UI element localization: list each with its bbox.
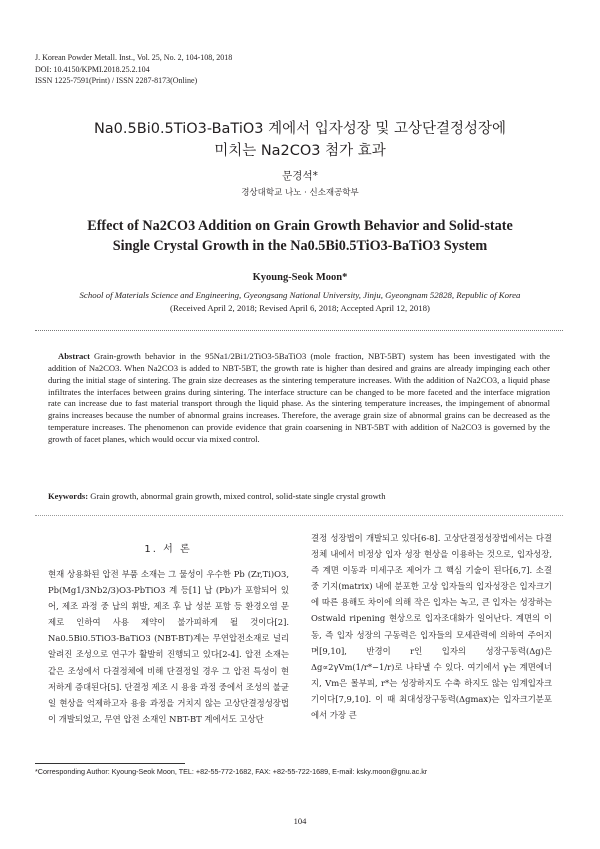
divider-2 xyxy=(35,515,563,516)
korean-author: 문경석* xyxy=(282,170,318,182)
footnote xyxy=(35,767,427,776)
keywords xyxy=(48,491,550,502)
issn: ISSN 1225-7591(Print) / ISSN 2287-8173(Online) xyxy=(35,76,198,85)
korean-affiliation: 경상대학교 나노 · 신소재공학부 xyxy=(241,188,359,198)
english-title-line2: Single Crystal Growth in the Na0.5Bi0.5TiO3-BaTiO3 System xyxy=(112,238,488,254)
keywords-label: Keywords: xyxy=(48,491,89,501)
abstract xyxy=(48,351,550,446)
korean-title-line1: Na0.5Bi0.5TiO3-BaTiO3 계에서 입자성장 및 고상단결정성장에 xyxy=(93,121,507,137)
received-dates: (Received April 2, 2018; Revised April 6, 2018; Accepted April 12, 2018) xyxy=(170,303,430,313)
footnote-label: *Corresponding Author: xyxy=(35,767,110,776)
english-affiliation: School of Materials Science and Engineering, Gyeongsang National University, Jinju, Gyeongnam 52828, Republic of Korea xyxy=(79,290,521,300)
body-column-right: 결정 성장법이 개발되고 있다[6-8]. 고상단결정성장법에서는 다결정체 내에서 비정상 입자 성장 현상을 이용하는 것으로, 입자성장, 즉 계면 이동과 미세구조 제어가 그 핵심 기술이 된다[6,7]. 소결 중 기지(matrix) 내에 분포한 고상 입자들의 입자성장은 입자크기에 따른 용해도 차이에 의해 작은 입자는 녹고, 큰 입자는 성장하는 Ostwald ripening 현상으로 입자조대화가 일어난다. 계면의 이동, 즉 입자 성장의 구동력은 입자들의 모세관력에 의하여 주어지며[9,10], 반경이 r인 입자의 성장구동력(Δg)은 Δg∝2γVm(1/r*−1/r)로 나타낼 수 있다. 여기에서 γ는 계면에너지, Vm은 몰부피, r*는 성장하지도 수축 하지도 않는 임계입자크기이다[7,9,10]. 이 때 최대성장구동력(Δgmax)는 입자크기분포에서 가장 큰 xyxy=(311,533,552,721)
keywords-text: Grain growth, abnormal grain growth, mixed control, solid-state single crystal growth xyxy=(90,491,386,501)
body-column-left: 현재 상용화된 압전 부품 소재는 그 물성이 우수한 Pb (Zr,Ti)O3, Pb(Mg1/3Nb2/3)O3-PbTiO3 계 등[1] 납 (Pb)가 포함되어 있어, 제조 과정 중 납의 휘발, 제조 후 납 성분 포함 등 환경오염 문제로 인하여 사용 제약이 불가피하게 될 것이다[2]. Na0.5Bi0.5TiO3-BaTiO3 (NBT-BT)계는 무연압전소재로 널리 알려진 조성으로 연구가 활발히 진행되고 있다[2-4]. 압전 소재는 같은 조성에서 다결정체에 비해 단결정일 경우 그 압전 특성이 현저하게 증대된다[5]. 단결정 제조 시 용융 과정 중에서 조성의 불균일 현상을 억제하고자 용융 과정을 거치지 않는 고상단결정성장법이 개발되었고, 무연 압전 소재인 NBT-BT 계에서도 고상단 xyxy=(48,569,289,724)
abstract-text: Grain-growth behavior in the 95Na1/2Bi1/2TiO3-5BaTiO3 (mole fraction, NBT-5BT) system has been investigated with the addition of Na2CO3. When Na2CO3 is added to NBT-5BT, the growth rate is higher than desired and grains are already impinging each other during the initial stage of sintering. The grain size decreases as the sintering temperature increases. With the addition of Na2CO3, a liquid phase infiltrates the interfaces between grains during sintering. The interface structure can be changed to be more faceted and the interface migration rate can increase due to fast material transport through the liquid phase. As the sintering temperature increases, the impingement of abnormal grains increases because the number of abnormal grains increases. Therefore, the average grain size of abnormal grains can be decreased as the temperature increases. The phenomenon can provide evidence that grain coarsening in NBT-5BT with addition of Na2CO3 is governed by the growth of facet planes, which would occur via mixed control. xyxy=(48,351,550,444)
footnote-text: Kyoung-Seok Moon, TEL: +82-55-772-1682, FAX: +82-55-722-1689, E-mail: ksky.moon@gnu.ac.kr xyxy=(111,767,428,776)
english-author: Kyoung-Seok Moon* xyxy=(252,272,348,283)
korean-title xyxy=(0,118,600,162)
section-heading: 1. 서 론 xyxy=(144,544,192,555)
abstract-label: Abstract xyxy=(58,351,90,361)
doi: DOI: 10.4150/KPMI.2018.25.2.104 xyxy=(35,64,150,74)
english-title xyxy=(0,216,600,256)
journal-header xyxy=(35,52,232,87)
page-number: 104 xyxy=(293,816,307,826)
journal-citation: J. Korean Powder Metall. Inst., Vol. 25, No. 2, 104-108, 2018 xyxy=(35,53,233,62)
korean-title-line2: 미치는 Na2CO3 첨가 효과 xyxy=(214,143,386,159)
divider xyxy=(35,330,563,331)
english-title-line1: Effect of Na2CO3 Addition on Grain Growth Behavior and Solid-state xyxy=(87,218,513,234)
footnote-rule xyxy=(35,763,185,764)
